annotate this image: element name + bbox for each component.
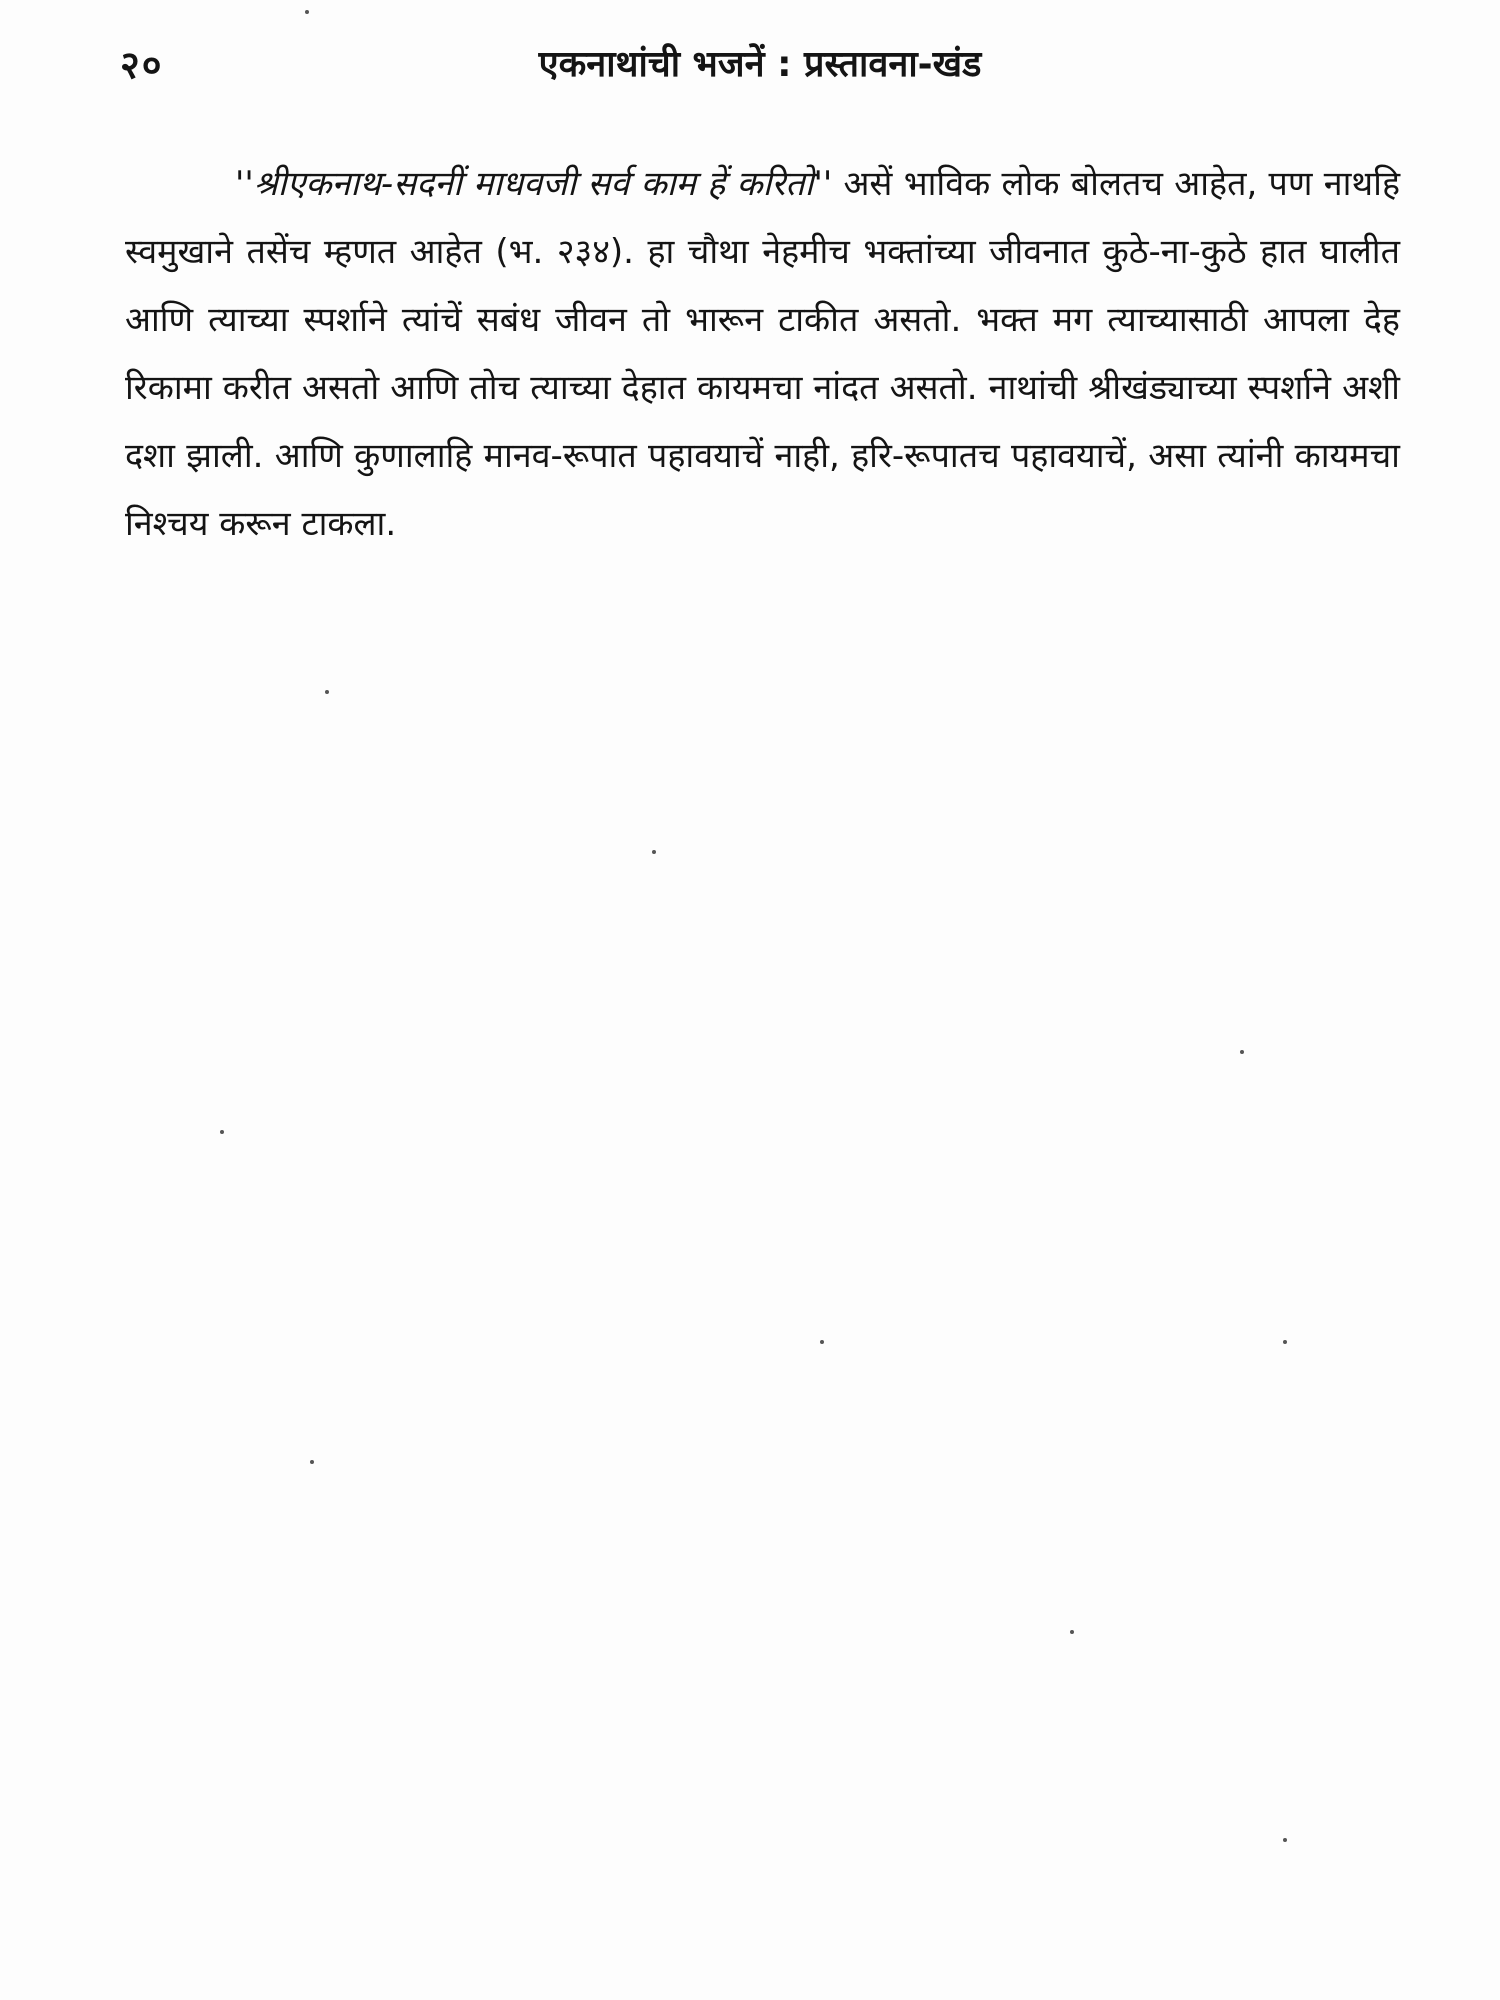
scan-speck bbox=[325, 690, 329, 694]
scan-speck bbox=[310, 1460, 314, 1464]
scan-speck bbox=[820, 1340, 824, 1344]
scan-speck bbox=[1070, 1630, 1074, 1634]
scan-speck bbox=[652, 850, 656, 854]
scan-speck bbox=[1283, 1838, 1287, 1842]
running-header bbox=[120, 30, 1400, 100]
paragraph-text: असें भाविक लोक बोलतच आहेत, पण नाथहि स्वमुखाने तसेंच म्हणत आहेत (भ. २३४). हा चौथा नेहमीच भक्तांच्या जीवनात कुठे-ना-कुठे हात घालीत आणि त्याच्या स्पर्शाने त्यांचें सबंध जीवन तो भारून टाकीत असतो. भक्त मग त्याच्यासाठी आपला देह रिकामा करीत असतो आणि तोच त्याच्या देहात कायमचा नांदत असतो. नाथांची श्रीखंड्याच्या स्पर्शाने अशी दशा झाली. आणि कुणालाहि मानव-रूपात पहावयाचें नाही, हरि-रूपातच पहावयाचें, असा त्यांनी कायमचा निश्चय करून टाकला. bbox=[125, 164, 1400, 544]
body-text bbox=[125, 150, 1400, 558]
scan-speck bbox=[1240, 1050, 1244, 1054]
quotation: ''श्रीएकनाथ-सदनीं माधवजी सर्व काम हें करितो'' bbox=[235, 164, 833, 204]
scan-speck bbox=[305, 10, 309, 14]
scan-speck bbox=[220, 1130, 224, 1134]
running-title: एकनाथांची भजनें : प्रस्तावना-खंड bbox=[538, 44, 982, 85]
paragraph bbox=[125, 150, 1400, 558]
page-number: २० bbox=[120, 43, 164, 87]
scan-speck bbox=[1283, 1340, 1287, 1344]
